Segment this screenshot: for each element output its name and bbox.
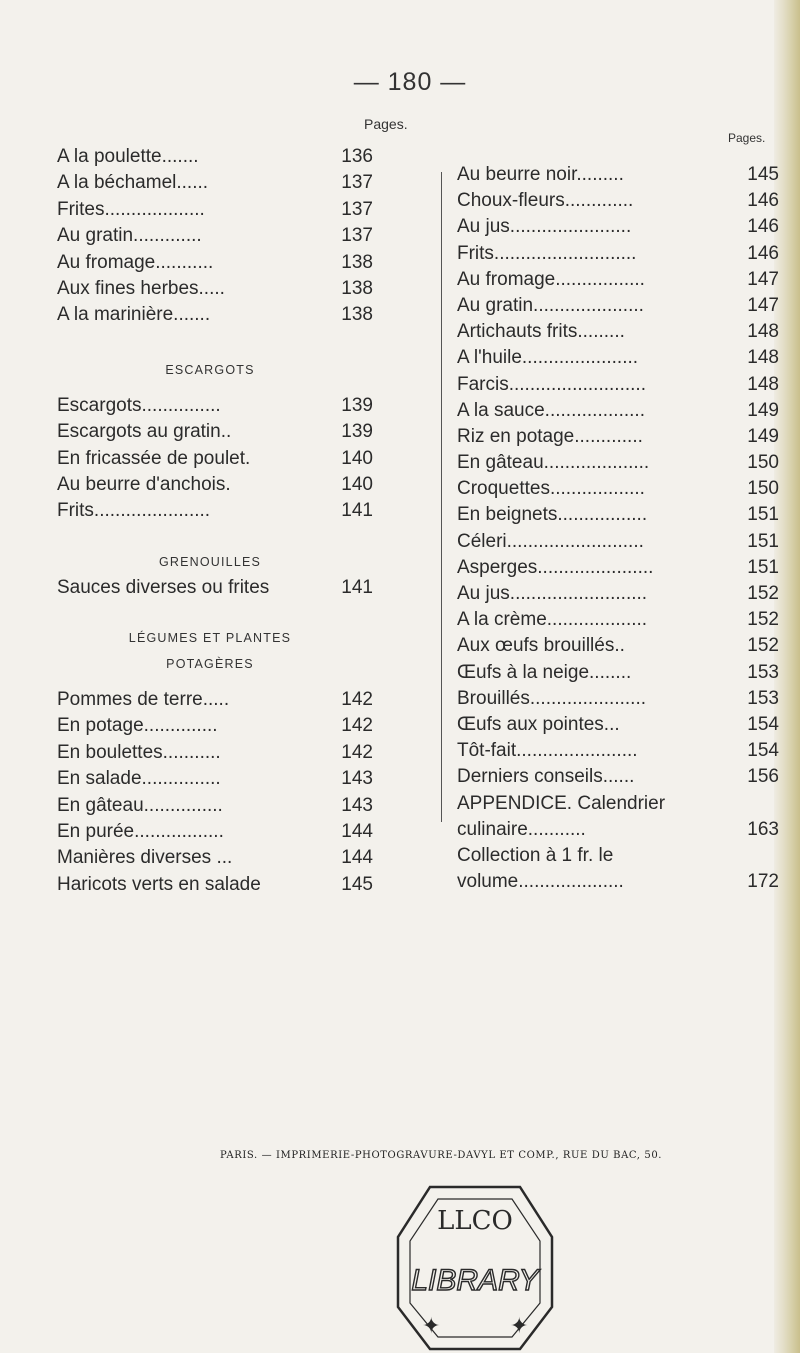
index-entry: A la béchamel...... 137 <box>57 172 373 194</box>
printer-imprint: PARIS. — IMPRIMERIE-PHOTOGRAVURE-DAVYL ET COMP., RUE DU BAC, 50. <box>220 1150 663 1161</box>
library-stamp <box>390 1157 560 1353</box>
index-entry: Haricots verts en salade 145 <box>57 873 373 895</box>
index-entry: Pommes de terre..... 142 <box>57 689 373 711</box>
index-entry: Frits...................... 141 <box>57 500 373 522</box>
index-entry: Frits........................... 146 <box>457 242 779 264</box>
section-title-escargots: ESCARGOTS <box>165 362 255 377</box>
index-entry: En beignets................. 151 <box>457 504 779 526</box>
index-entry: Sauces diverses ou frites 141 <box>57 576 373 598</box>
index-entry: Au jus.......................... 152 <box>457 583 779 604</box>
index-entry: En salade............... 143 <box>57 768 373 790</box>
index-entry: Céleri.......................... 151 <box>457 530 779 552</box>
index-entry: Œufs à la neige........ 153 <box>457 661 779 683</box>
index-entry: Escargots au gratin.. 139 <box>57 421 373 443</box>
index-entry: En gâteau............... 143 <box>57 794 373 816</box>
index-entry: Au fromage........... 138 <box>57 251 373 273</box>
index-entry: A la sauce................... 149 <box>457 399 779 421</box>
section-title-grenouilles: GRENOUILLES <box>158 554 262 569</box>
index-entry: En gâteau.................... 150 <box>457 452 779 474</box>
index-entry: Aux fines herbes..... 138 <box>57 277 373 299</box>
index-entry: Au fromage................. 147 <box>457 268 779 290</box>
index-entry: En purée................. 144 <box>57 821 373 843</box>
section-title-legumes: LÉGUMES ET PLANTES <box>128 631 292 646</box>
index-entry: Au gratin............. 137 <box>57 225 373 247</box>
index-entry: Riz en potage............. 149 <box>457 425 779 447</box>
index-entry: Aux œufs brouillés.. 152 <box>457 635 779 657</box>
index-entry: Derniers conseils...... 156 <box>457 766 779 788</box>
index-entry: Escargots............... 139 <box>57 394 373 416</box>
index-entry: En fricassée de poulet. 140 <box>57 447 373 469</box>
index-entry: Croquettes.................. 150 <box>457 478 779 500</box>
index-entry: Brouillés...................... 153 <box>457 687 779 709</box>
column-divider <box>441 172 442 822</box>
index-entry: Au jus....................... 146 <box>457 216 779 238</box>
svg-text:LLCO: LLCO <box>437 1206 513 1236</box>
index-entry: Au beurre d'anchois. 140 <box>57 473 373 495</box>
svg-text:LIBRARY: LIBRARY <box>411 1264 539 1297</box>
right-pages-header: Pages. <box>728 131 766 145</box>
index-entry: Œufs aux pointes... 154 <box>457 713 779 735</box>
index-entry: Au beurre noir......... 145 <box>457 164 779 185</box>
left-pages-header: Pages. <box>364 116 408 132</box>
left-column <box>57 144 373 898</box>
collection-entry-line2: volume.................... 172 <box>457 871 779 893</box>
index-entry: En potage.............. 142 <box>57 715 373 737</box>
appendix-entry-line1: APPENDICE. Calendrier <box>457 792 666 814</box>
index-entry: A l'huile...................... 148 <box>457 347 779 369</box>
svg-text:✦: ✦ <box>422 1314 441 1339</box>
section-title-potageres: POTAGÈRES <box>166 657 254 672</box>
index-entry: Farcis.......................... 148 <box>457 373 779 395</box>
right-column <box>457 162 779 895</box>
index-entry: Asperges...................... 151 <box>457 556 779 578</box>
index-entry: A la marinière....... 138 <box>57 304 373 326</box>
svg-text:✦: ✦ <box>510 1314 529 1339</box>
index-entry: Au gratin..................... 147 <box>457 294 779 316</box>
index-entry: Choux-fleurs............. 146 <box>457 190 779 212</box>
appendix-entry-line2: culinaire........... 163 <box>457 818 779 840</box>
index-entry: A la poulette....... 136 <box>57 146 373 167</box>
index-entry: Artichauts frits......... 148 <box>457 321 779 343</box>
index-entry: Frites................... 137 <box>57 198 373 220</box>
index-entry: Tôt-fait....................... 154 <box>457 740 779 762</box>
collection-entry-line1: Collection à 1 fr. le <box>457 844 614 866</box>
page-number: — 180 — <box>353 68 467 96</box>
index-entry: En boulettes........... 142 <box>57 741 373 763</box>
index-entry: A la crème................... 152 <box>457 609 779 631</box>
index-entry: Manières diverses ... 144 <box>57 847 373 869</box>
